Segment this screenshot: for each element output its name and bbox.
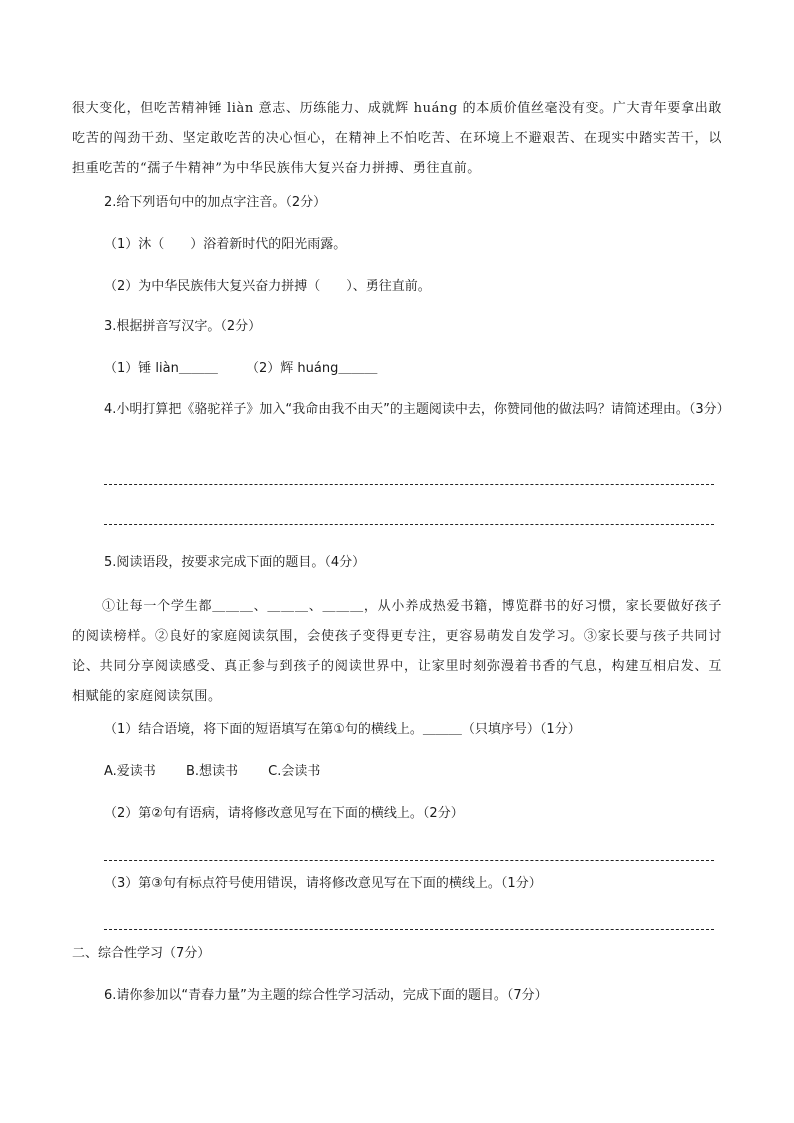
q5-sub-2: （2）第②句有语病，请将修改意见写在下面的横线上。（2分） xyxy=(104,806,464,821)
option-a: A.爱读书 xyxy=(104,764,156,779)
q5-sub-1: （1）结合语境，将下面的短语填写在第①句的横线上。＿＿＿（只填序号）（1分） xyxy=(104,722,581,737)
q3-item-2: （2）辉 huáng＿＿＿ xyxy=(246,361,378,376)
q5-title: 5.阅读语段，按要求完成下面的题目。（4分） xyxy=(104,555,366,570)
q5-passage: ①让每一个学生都＿＿＿、＿＿＿、＿＿＿，从小养成热爱书籍，博览群书的好习惯，家长要做好孩子的阅读榜样。②良好的家庭阅读氛围，会使孩子变得更专注，更容易萌发自发学习。③家长要与孩子共同讨论、共同分享阅读感受、真正参与到孩子的阅读世界中，让家里时刻弥漫着书香的气息，构建互相启发、互相赋能的家庭阅读氛围。 xyxy=(72,599,722,704)
q5-sub-2-answer-line[interactable] xyxy=(104,860,714,861)
q2-item-1: （1）沐（ ）浴着新时代的阳光雨露。 xyxy=(104,237,347,252)
q4-answer-line-1[interactable] xyxy=(104,484,714,485)
q2-item-2: （2）为中华民族伟大复兴奋力拼搏（ ）、勇往直前。 xyxy=(104,279,431,294)
q5-sub-3: （3）第③句有标点符号使用错误，请将修改意见写在下面的横线上。（1分） xyxy=(104,876,542,891)
option-b: B.想读书 xyxy=(185,764,239,779)
q2-title: 2.给下列语句中的加点字注音。（2分） xyxy=(104,195,327,210)
q4-title: 4.小明打算把《骆驼祥子》加入“我命由我不由天”的主题阅读中去，你赞同他的做法吗？请简述理由。（3分） xyxy=(104,402,730,417)
q6-title: 6.请你参加以“青春力量”为主题的综合性学习活动，完成下面的题目。（7分） xyxy=(104,988,548,1003)
option-c: C.会读书 xyxy=(268,764,321,779)
q5-options xyxy=(104,761,346,783)
q3-item-1: （1）锤 liàn＿＿＿ xyxy=(104,361,218,376)
section-2-heading: 二、综合性学习（7分） xyxy=(72,946,211,961)
q4-answer-line-2[interactable] xyxy=(104,524,714,525)
passage-continued: 很大变化，但吃苦精神锤 liàn 意志、历练能力、成就辉 huáng 的本质价值丝毫没有变。广大青年要拿出敢吃苦的闯劲干劲、坚定敢吃苦的决心恒心，在精神上不怕吃苦、在环境上不避艰苦、在现实中踏实苦干，以担重吃苦的“孺子牛精神”为中华民族伟大复兴奋力拼搏、勇往直前。 xyxy=(72,101,722,176)
q5-sub-3-answer-line[interactable] xyxy=(104,929,714,930)
q3-title: 3.根据拼音写汉字。（2分） xyxy=(104,319,262,334)
